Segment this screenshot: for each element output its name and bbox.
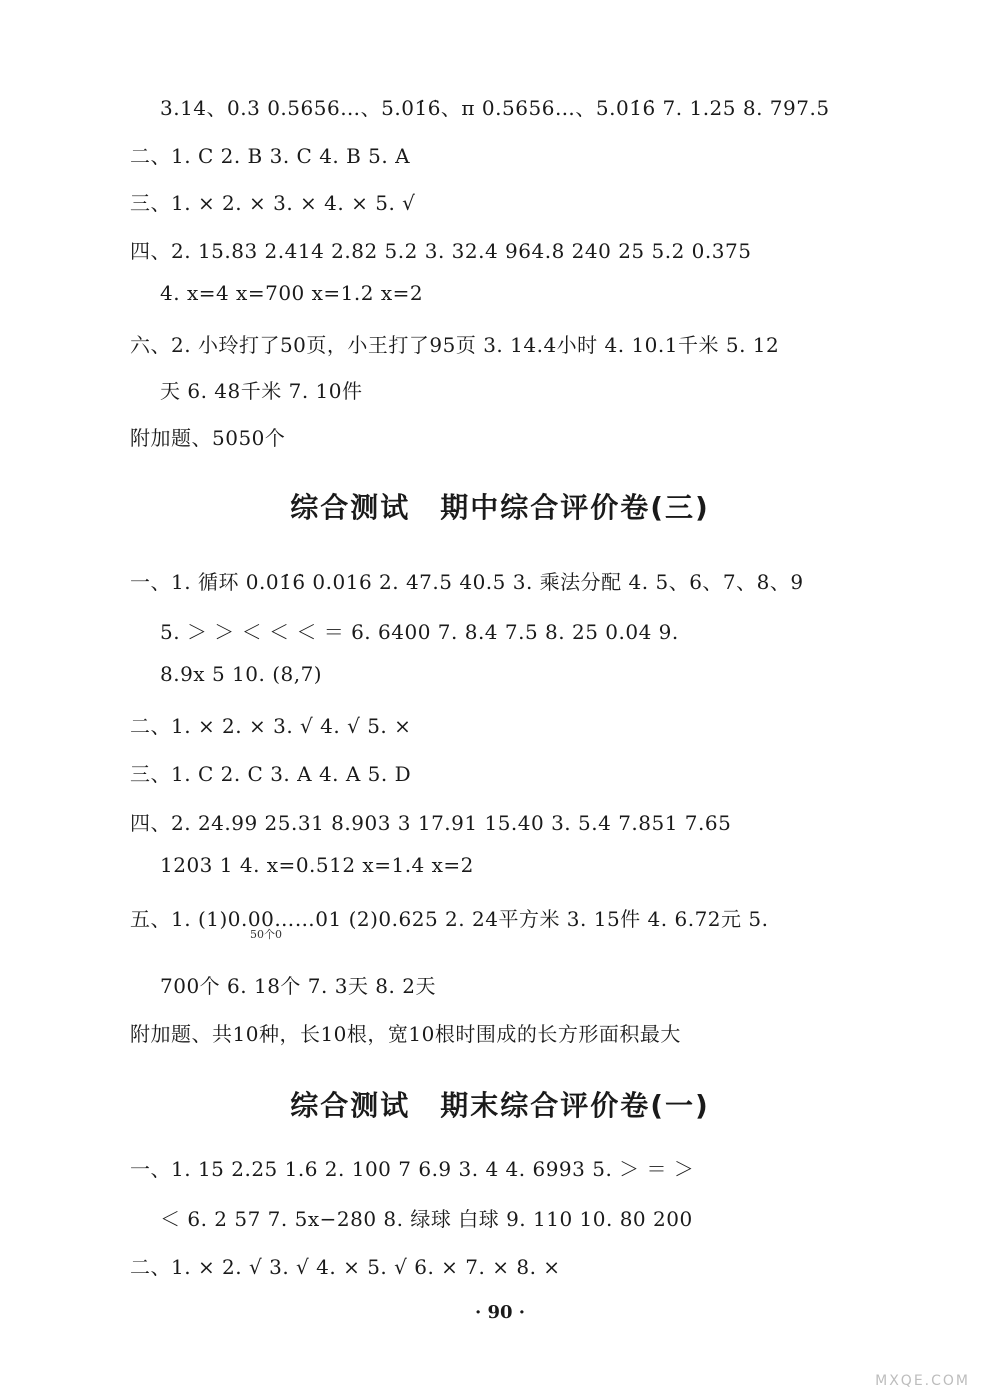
- answer-line: ＜ 6. 2 57 7. 5x−280 8. 绿球 白球 9. 110 10. 80 200: [160, 1207, 693, 1231]
- page-number: · 90 ·: [474, 1302, 526, 1323]
- answer-line: 天 6. 48千米 7. 10件: [160, 379, 363, 403]
- answer-line: 二、1. × 2. × 3. √ 4. √ 5. ×: [130, 714, 412, 738]
- answer-line: 二、1. C 2. B 3. C 4. B 5. A: [130, 144, 411, 168]
- answer-line: 一、1. 循环 0.01̇6̇ 0.016 2. 47.5 40.5 3. 乘法分配 4. 5、6、7、8、9: [130, 570, 804, 594]
- answer-line: 1203 1 4. x=0.512 x=1.4 x=2: [160, 853, 474, 877]
- answer-line: 三、1. C 2. C 3. A 4. A 5. D: [130, 762, 412, 786]
- answer-line: 3.14、0.3 0.5656…、5.01̇6̇、π 0.5656…、5.01̇6̇ 7. 1.25 8. 797.5: [160, 96, 830, 120]
- answer-line: 六、2. 小玲打了50页，小王打了95页 3. 14.4小时 4. 10.1千米 5. 12: [130, 333, 780, 357]
- underbrace-label: 50个0: [250, 928, 282, 941]
- answer-line: 三、1. × 2. × 3. × 4. × 5. √: [130, 191, 416, 215]
- section-title: 综合测试 期末综合评价卷(一): [290, 1089, 710, 1122]
- answer-line: 一、1. 15 2.25 1.6 2. 100 7 6.9 3. 4 4. 6993 5. ＞ ＝ ＞: [130, 1157, 695, 1181]
- answer-line: 四、2. 15.83 2.414 2.82 5.2 3. 32.4 964.8 240 25 5.2 0.375: [130, 239, 752, 263]
- section-title: 综合测试 期中综合评价卷(三): [290, 491, 710, 524]
- answer-line: 二、1. × 2. √ 3. √ 4. × 5. √ 6. × 7. × 8. ×: [130, 1255, 561, 1279]
- watermark-text: MXQE.COM: [875, 1373, 970, 1389]
- answer-line: 五、1. (1)0.00……01 (2)0.625 2. 24平方米 3. 15件 4. 6.72元 5.: [130, 907, 769, 931]
- answer-line: 附加题、共10种，长10根，宽10根时围成的长方形面积最大: [130, 1022, 681, 1046]
- answer-line: 四、2. 24.99 25.31 8.903 3 17.91 15.40 3. 5.4 7.851 7.65: [130, 811, 732, 835]
- answer-line: 8.9x 5 10. (8,7): [160, 662, 323, 686]
- answer-line: 附加题、5050个: [130, 426, 286, 450]
- answer-line: 4. x=4 x=700 x=1.2 x=2: [160, 281, 424, 305]
- answer-line: 5. ＞ ＞ ＜ ＜ ＜ ＝ 6. 6400 7. 8.4 7.5 8. 25 0.04 9.: [160, 620, 679, 644]
- answer-line: 700个 6. 18个 7. 3天 8. 2天: [160, 974, 436, 998]
